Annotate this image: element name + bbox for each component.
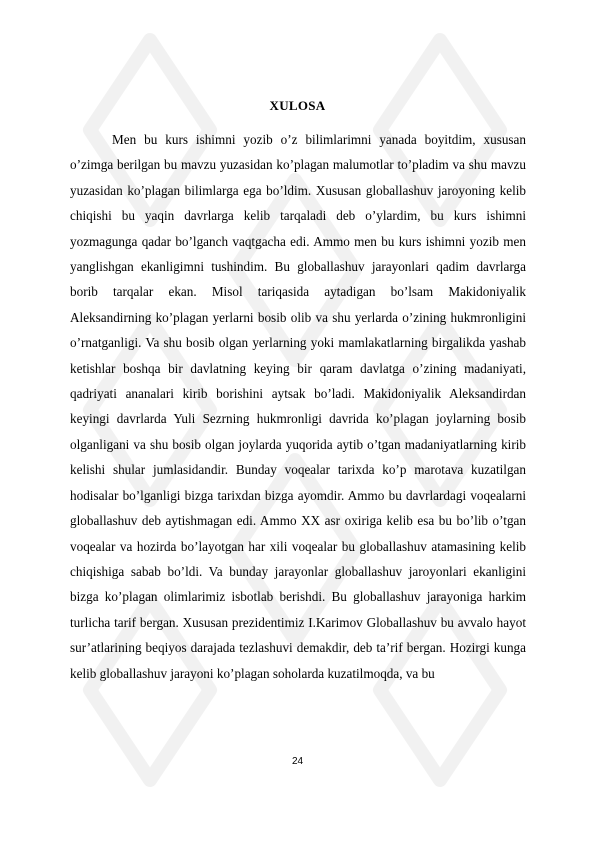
page-number: 24 <box>291 756 304 767</box>
body-paragraph: Men bu kurs ishimni yozib o’z bilimlarimni yanada boyitdim, xususan o’zimga berilgan bu mavzu yuzasidan ko’plagan malumotlar to’pladim va shu mavzu yuzasidan ko’plagan bilimlarga ega bo’ldim. Xususan globallashuv jaroyoning kelib chiqishi bu yaqin davrlarga kelib tarqaladi deb o’ylardim, bu kurs ishimni yozmagunga qadar bo’lganch vaqtgacha edi. Ammo men bu kurs ishimni yozib men yanglishgan ekanligimni tushindim. Bu globallashuv jarayonlari qadim davrlarga borib tarqalar ekan. Misol tariqasida aytadigan bo’lsam Makidoniyalik Aleksandirning ko’plagan yerlarni bosib olib va shu yerlarda o’zining hukmronligini o’rnatganligi. Va shu bosib olgan yerlarning yoki mamlakatlarning birgalikda yashab ketishlar boshqa bir davlatning keying bir qaram davlatga o’zining madaniyati, qadriyati ananalari kirib borishini aytsak bo’ladi. Makidoniyalik Aleksandirdan keyingi davrlarda Yuli Sezrning hukmronligi davrida ko’plagan joylarning bosib olganligani va shu bosib olgan joylarda yuqorida aytib o’tgan madaniyatlarning kirib kelishi shular jumlasidandir. Bunday voqealar tarixda ko’p marotava kuzatilgan hodisalar bo’lganligi bizga tarixdan bizga ayomdir. Ammo bu davrlardagi voqealarni globallashuv deb aytishmagan edi. Ammo XX asr oxiriga kelib esa bu bo’lib o’tgan voqealar va hozirda bo’layotgan har xili voqealar bu globallashuv atamasining kelib chiqishiga sabab bo’ldi. Va bunday jarayonlar globallashuv jaroyonlari ekanligini bizga ko’plagan olimlarimiz isbotlab berishdi. Bu globallashuv jarayoniga harkim turlicha tarif bergan. Xususan prezidentimiz I.Karimov Globallashuv bu avvalo hayot sur’atlarining beqiyos darajada tezlashuvi demakdir, deb ta’rif bergan. Hozirgi kunga kelib globallashuv jarayoni ko’plagan soholarda kuzatilmoqda, va bu <box>70 132 526 681</box>
page-title: XULOSA <box>269 98 326 113</box>
